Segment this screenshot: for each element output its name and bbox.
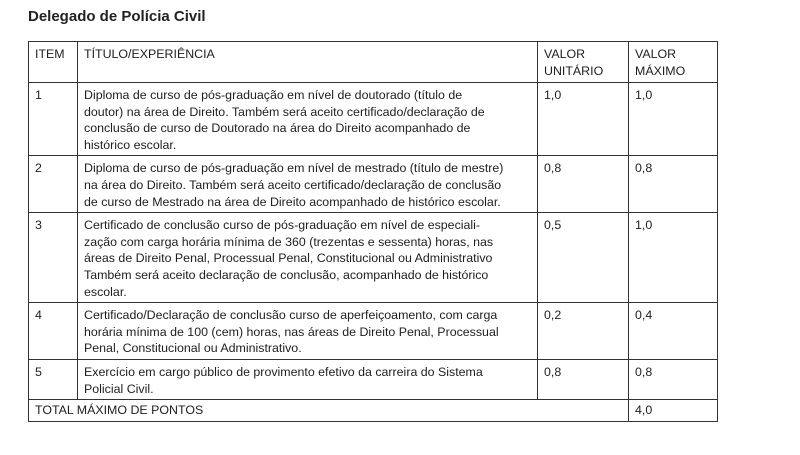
total-row xyxy=(29,400,718,422)
row-description xyxy=(78,303,538,360)
description-line: Também será aceito declaração de conclusão, acompanhado de histórico xyxy=(84,267,489,282)
description-line: doutor) na área de Direito. Também será aceito certificado/declaração de xyxy=(84,104,485,119)
description-line: histórico escolar. xyxy=(84,137,177,152)
description-line: Policial Civil. xyxy=(84,381,154,396)
total-label: TOTAL MÁXIMO DE PONTOS xyxy=(29,400,629,422)
document-title: Delegado de Polícia Civil xyxy=(28,8,206,25)
header-title: TÍTULO/EXPERIÊNCIA xyxy=(78,42,538,83)
row-item: 4 xyxy=(29,303,78,360)
description-line: de curso de Mestrado na área de Direito acompanhado de histórico escolar. xyxy=(84,194,501,209)
header-item: ITEM xyxy=(29,42,78,83)
description-line: escolar. xyxy=(84,284,127,299)
row-description xyxy=(78,213,538,303)
row-max-value: 1,0 xyxy=(629,83,718,156)
description-line: Exercício em cargo público de provimento efetivo da carreira do Sistema xyxy=(84,364,483,379)
table-row xyxy=(29,213,718,303)
scoring-table xyxy=(28,41,718,422)
description-line: Certificado de conclusão curso de pós-graduação em nível de especiali- xyxy=(84,218,481,233)
row-max-value: 0,8 xyxy=(629,156,718,213)
row-max-value: 0,4 xyxy=(629,303,718,360)
row-item: 5 xyxy=(29,359,78,399)
row-description xyxy=(78,156,538,213)
header-max-line2: MÁXIMO xyxy=(635,63,686,78)
header-unit-line2: UNITÁRIO xyxy=(544,63,604,78)
description-line: na área do Direito. Também será aceito certificado/declaração de conclusão xyxy=(84,177,502,192)
row-max-value: 1,0 xyxy=(629,213,718,303)
description-line: Diploma de curso de pós-graduação em nível de mestrado (título de mestre) xyxy=(84,161,504,176)
table-row xyxy=(29,303,718,360)
table-row xyxy=(29,156,718,213)
row-description xyxy=(78,83,538,156)
header-unit-line1: VALOR xyxy=(544,47,586,61)
row-item: 1 xyxy=(29,83,78,156)
row-unit-value: 0,8 xyxy=(538,156,629,213)
table-row xyxy=(29,359,718,399)
description-line: áreas de Direito Penal, Processual Penal, Constitucional ou Administrativo xyxy=(84,251,493,266)
header-unit-value xyxy=(538,42,629,83)
row-unit-value: 0,2 xyxy=(538,303,629,360)
row-unit-value: 0,8 xyxy=(538,359,629,399)
row-description xyxy=(78,359,538,399)
total-value: 4,0 xyxy=(629,400,718,422)
row-item: 2 xyxy=(29,156,78,213)
description-line: horária mínima de 100 (cem) horas, nas áreas de Direito Penal, Processual xyxy=(84,324,499,339)
description-line: zação com carga horária mínima de 360 (trezentas e sessenta) horas, nas xyxy=(84,234,494,249)
row-unit-value: 1,0 xyxy=(538,83,629,156)
row-item: 3 xyxy=(29,213,78,303)
description-line: conclusão de curso de Doutorado na área do Direito acompanhado de xyxy=(84,121,471,136)
row-max-value: 0,8 xyxy=(629,359,718,399)
description-line: Diploma de curso de pós-graduação em nível de doutorado (título de xyxy=(84,88,463,102)
header-row xyxy=(29,42,718,83)
description-line: Penal, Constitucional ou Administrativo. xyxy=(84,341,302,356)
header-max-line1: VALOR xyxy=(635,47,677,61)
row-unit-value: 0,5 xyxy=(538,213,629,303)
description-line: Certificado/Declaração de conclusão curso de aperfeiçoamento, com carga xyxy=(84,308,498,323)
header-max-value xyxy=(629,42,718,83)
table-row xyxy=(29,83,718,156)
